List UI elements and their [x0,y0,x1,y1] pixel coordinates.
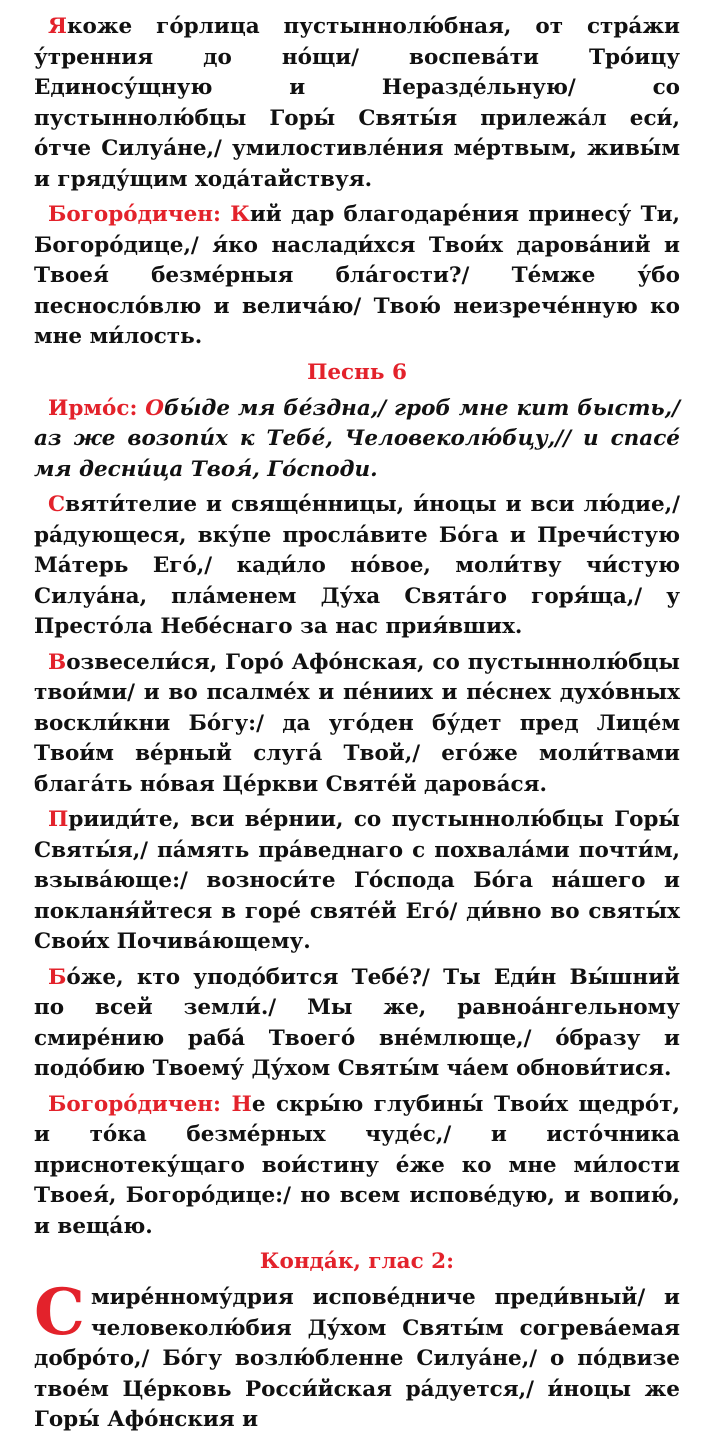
paragraph-text: о́же, кто уподо́бится Тебе́?/ Ты Еди́н Вы́шний по всей земли́./ Мы же, равноа́нгельному смире́нию раба́ Твоего́ вне́млюще,/ о́бразу и подо́бию Твоему́ Ду́хом Святы́м ча́ем обнови́тися. [34,964,680,1081]
theotokion-paragraph [34,1090,680,1243]
red-initial: Н [231,1091,252,1117]
red-initial: О [145,395,164,421]
theotokion-label: Богоро́дичен: [48,202,231,227]
kontak-block [34,1275,680,1436]
paragraph-text: рииди́те, вси ве́рнии, со пустыннолю́бцы Горы́ Святы́я,/ па́мять пра́веднаго с похвала́ми почти́м, взыва́юще:/ возноси́те Го́спода Бо́га на́шего и покланя́йтеся в горе́ святе́й Его́/ ди́вно во святы́х Свои́х Почива́ющему. [34,807,680,954]
theotokion-label: Богоро́дичен: [48,1091,232,1117]
red-initial: Я [48,14,67,39]
song-heading: Песнь 6 [307,359,407,385]
paragraph-text: ий дар благодаре́ния принесу́ Ти, Богоро́дице,/ я́ко наслади́хся Твои́х дарова́ний и Твоея́ безме́рныя бла́гости?/ Те́мже у́бо песносло́влю и велича́ю/ Твою́ неизрече́нную ко мне ми́лость. [34,202,681,349]
red-initial: В [48,649,67,675]
kontak-heading: Конда́к, глас 2: [259,1249,455,1274]
irmos-paragraph [34,394,680,486]
red-initial: С [48,492,66,517]
red-initial: П [48,807,69,832]
irmos-text: бы́де мя бе́здна,/ гроб мне кит бысть,/ аз же возопи́х к Тебе́, Человеколю́бцу,// и спасе́ мя десни́ца Твоя́, Го́споди. [34,395,680,482]
troparion-paragraph [34,12,680,195]
troparion-paragraph [34,490,680,643]
paragraph-text: коже го́рлица пустыннолю́бная, от стра́жи у́тренния до но́щи/ воспева́ти Тро́ицу Единосу́щную и Неразде́льную/ со пустыннолю́бцы Горы́ Святы́я прилежа́л еси́, о́тче Силуа́не,/ умилостивле́ния ме́ртвым, живы́м и гряду́щим хода́тайствуя. [34,14,680,192]
kontak-text: мире́нному́дрия испове́дниче преди́вный/ и человеколю́бия Ду́хом Святы́м согрева́емая добро́то,/ Бо́гу возлю́бленне Силуа́не,/ о по́двизе твое́м Це́рковь Росси́йская ра́дуется,/ и́ноцы же Горы́ Афо́нския и [34,1285,680,1432]
paragraph-text: вяти́телие и свяще́нницы, и́ноцы и вси лю́дие,/ ра́дующеся, вку́пе просла́вите Бо́га и Пречи́стую Ма́терь Его́,/ кади́ло но́вое, моли́тву чи́стую Силуа́на, пла́менем Ду́ха Свята́го горя́ща,/ у Престо́ла Небе́снаго за нас прия́вших. [34,492,680,639]
red-initial: К [230,202,250,227]
paragraph-text: е скры́ю глубины́ Твои́х щедро́т, и то́ка безме́рных чуде́с,/ и исто́чника приснотеку́щаго вои́стину е́же ко мне ми́лости Твоея́, Богоро́дице:/ но всем испове́дую, и вопию́, и веща́ю. [34,1091,681,1239]
troparion-paragraph [34,805,680,958]
irmos-label: Ирмо́с: [48,395,146,421]
troparion-paragraph [34,963,680,1085]
red-initial: Б [48,964,67,990]
drop-cap-initial: С [34,1275,85,1350]
troparion-paragraph [34,648,680,801]
theotokion-paragraph [34,200,680,353]
paragraph-text: озвесели́ся, Горо́ Афо́нская, со пустыннолю́бцы твои́ми/ и во псалме́х и пе́ниих и пе́снех духо́вных воскли́кни Бо́гу:/ да уго́ден бу́дет пред Лице́м Твои́м ве́рный слуга́ Твой,/ его́же моли́твами блага́ть но́вая Це́ркви Святе́й дарова́ся. [34,649,680,797]
kontak-paragraph [34,1275,680,1436]
